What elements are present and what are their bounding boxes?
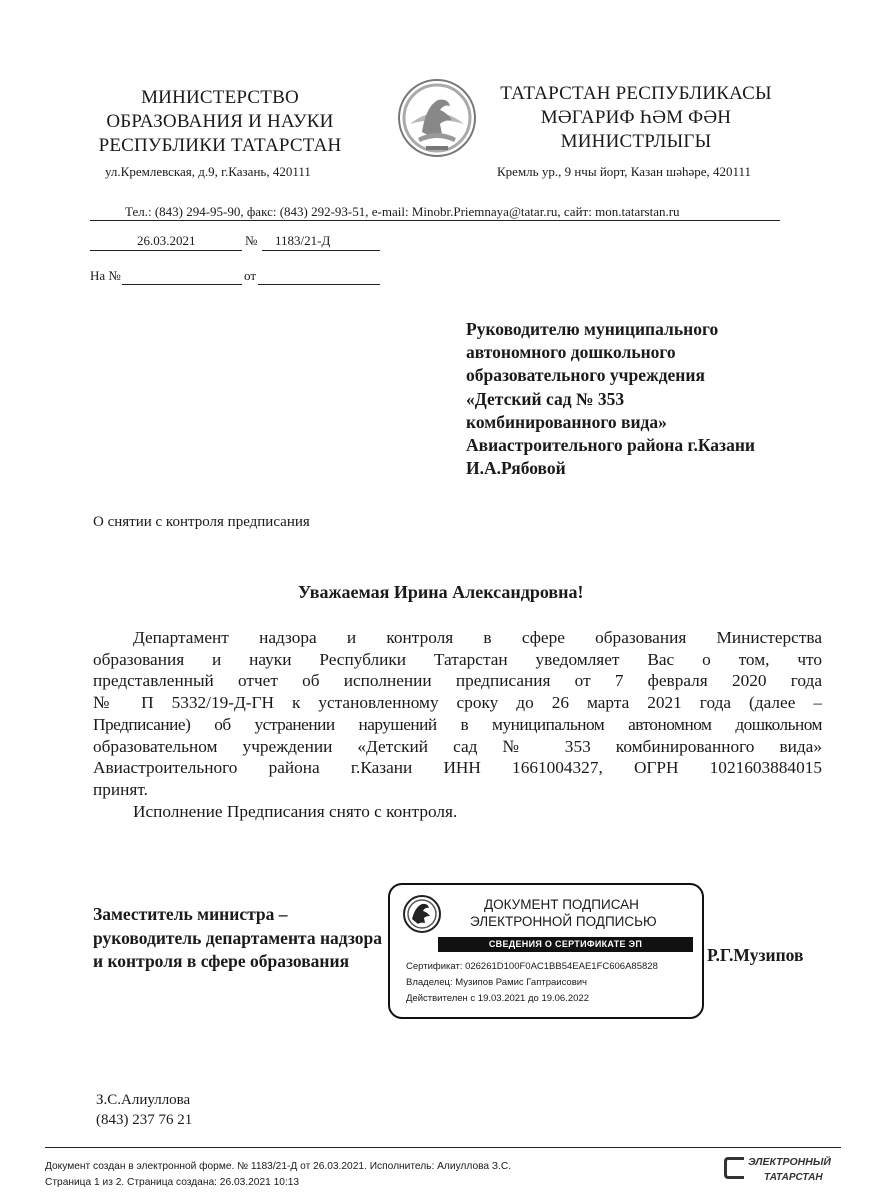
body-final-line: Исполнение Предписания снято с контроля.	[133, 801, 458, 821]
ministry-address-ru: ул.Кремлевская, д.9, г.Казань, 420111	[105, 164, 311, 179]
electronic-tatarstan-logo	[724, 1154, 839, 1184]
signatory-name: Р.Г.Музипов	[707, 945, 804, 965]
body-line: представленный отчет об исполнении предписания от 7 февраля 2020 года	[93, 671, 822, 691]
body-line: Авиастроительного района г.Казани ИНН 1661004327, ОГРН 1021603884015	[93, 758, 822, 778]
ministry-name-tt-line: ТАТАРСТАН РЕСПУБЛИКАСЫ	[500, 83, 772, 104]
addressee-line: образовательного учреждения	[466, 365, 705, 386]
ministry-name-tt	[493, 82, 779, 154]
logo-subtext: ТАТАРСТАН	[764, 1172, 823, 1183]
ministry-name-ru	[80, 86, 360, 158]
signatory-position-line: руководитель департамента надзора	[93, 927, 383, 948]
stamp-validity: Действителен с 19.03.2021 до 19.06.2022	[406, 993, 589, 1004]
stamp-title-line1: ДОКУМЕНТ ПОДПИСАН	[484, 897, 639, 912]
ref-date-label: от	[244, 268, 257, 283]
addressee-line: «Детский сад № 353	[466, 388, 625, 409]
ministry-name-ru-line: ОБРАЗОВАНИЯ И НАУКИ	[106, 111, 334, 132]
greeting: Уважаемая Ирина Александровна!	[298, 582, 584, 602]
stamp-title-line2: ЭЛЕКТРОННОЙ ПОДПИСЬЮ	[470, 914, 657, 929]
ministry-name-tt-line: МӘГАРИФ ҺӘМ ФӘН	[540, 107, 732, 128]
signatory-position-line: Заместитель министра –	[93, 904, 288, 924]
addressee-line: Авиастроительного района г.Казани	[466, 435, 755, 456]
executor-name: З.С.Алиуллова	[96, 1092, 191, 1108]
stamp-certificate-bar: СВЕДЕНИЯ О СЕРТИФИКАТЕ ЭП	[438, 937, 693, 952]
logo-mark-icon	[724, 1157, 744, 1179]
body-line: № П 5332/19-Д-ГН к установленному сроку до 26 марта 2021 года (далее –	[93, 693, 822, 713]
ref-date-underline	[258, 284, 380, 285]
footer-doc-info: Документ создан в электронной форме. № 1183/21-Д от 26.03.2021. Исполнитель: Алиуллова З.С.	[45, 1161, 512, 1172]
addressee-line: комбинированного вида»	[466, 411, 667, 432]
subject-line: О снятии с контроля предписания	[93, 514, 310, 530]
letter-body	[93, 627, 822, 822]
e-signature-stamp	[388, 883, 704, 1019]
logo-text: ЭЛЕКТРОННЫЙ	[748, 1156, 831, 1168]
body-line: Департамент надзора и контроля в сфере образования Министерства	[133, 628, 822, 647]
addressee-block	[466, 318, 755, 480]
footer-page-info: Страница 1 из 2. Страница создана: 26.03.2021 10:13	[45, 1177, 300, 1187]
stamp-certificate: Сертификат: 026261D100F0AC1BB54EAE1FC606A85828	[406, 961, 658, 972]
ministry-name-tt-line: МИНИСТРЛЫГЫ	[560, 131, 712, 152]
number-underline	[262, 250, 380, 251]
body-line: принят.	[93, 779, 148, 799]
doc-number: 1183/21-Д	[275, 233, 331, 248]
footer-divider	[45, 1147, 841, 1148]
doc-date: 26.03.2021	[137, 233, 196, 248]
tatarstan-emblem-icon	[396, 76, 478, 162]
addressee-line: Руководителю муниципального	[466, 319, 719, 339]
doc-number-label: №	[245, 233, 258, 248]
body-line: Предписание) об устранении нарушений в муниципальном автономном дошкольном	[93, 714, 822, 734]
ref-number-underline	[122, 284, 242, 285]
body-line: образования и науки Республики Татарстан уведомляет Вас о том, что	[93, 649, 822, 669]
addressee-line: автономного дошкольного	[466, 342, 676, 363]
ref-number-label: На №	[90, 268, 121, 283]
stamp-owner: Владелец: Музипов Рамис Гаптраисович	[406, 977, 588, 988]
stamp-emblem-icon	[402, 893, 442, 935]
date-underline	[90, 250, 242, 251]
ministry-name-ru-line: МИНИСТЕРСТВО	[141, 87, 299, 108]
executor-phone: (843) 237 76 21	[96, 1112, 193, 1128]
signatory-position-line: и контроля в сфере образования	[93, 951, 350, 971]
body-line: образовательном учреждении «Детский сад № 353 комбинированного вида»	[93, 736, 822, 756]
contact-line: Тел.: (843) 294-95-90, факс: (843) 292-93-51, e-mail: Minobr.Priemnaya@tatar.ru, сайт: mon.tatarstan.ru	[125, 204, 680, 219]
header-divider	[90, 220, 780, 221]
ministry-address-tt: Кремль ур., 9 нчы йорт, Казан шәһәре, 420111	[497, 164, 752, 179]
addressee-line: И.А.Рябовой	[466, 458, 566, 479]
ministry-name-ru-line: РЕСПУБЛИКИ ТАТАРСТАН	[98, 135, 342, 156]
signatory-position	[93, 903, 382, 974]
